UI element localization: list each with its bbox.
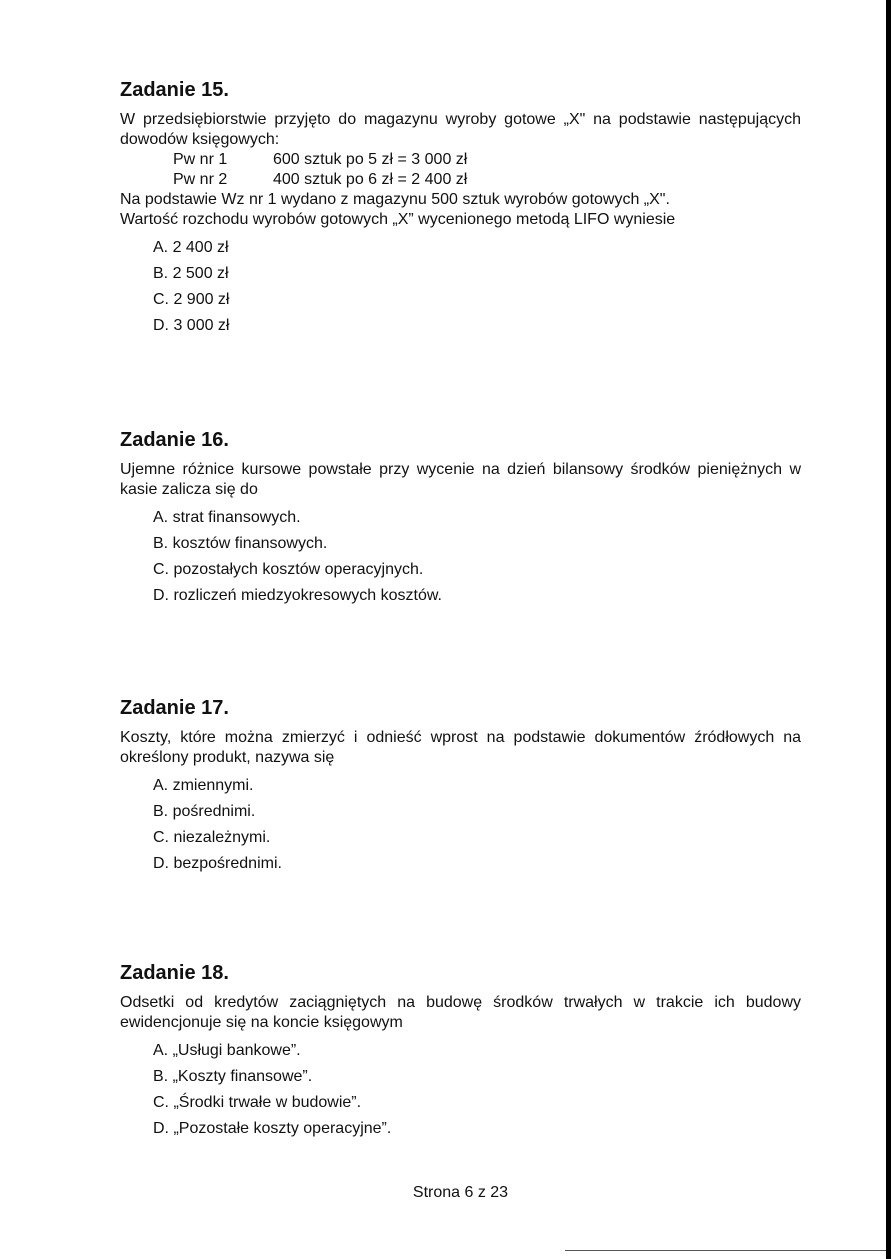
answer-option: D. rozliczeń miedzyokresowych kosztów. <box>153 587 442 604</box>
task-15-intro: W przedsiębiorstwie przyjęto do magazynu wyroby gotowe „X" na podstawie następujących dowodów księgowych: <box>120 111 801 148</box>
task-17-title: Zadanie 17. <box>120 697 229 719</box>
task-17-text: Koszty, które można zmierzyć i odnieść wprost na podstawie dokumentów źródłowych na określony produkt, nazywa się <box>120 729 801 766</box>
answer-option: A. 2 400 zł <box>153 239 229 256</box>
answer-option: C. 2 900 zł <box>153 291 230 308</box>
task-16-options <box>120 508 801 606</box>
ledger-entry: 400 sztuk po 6 zł = 2 400 zł <box>273 171 468 188</box>
answer-option: D. bezpośrednimi. <box>153 855 282 872</box>
answer-option: B. 2 500 zł <box>153 265 229 282</box>
task-16 <box>120 428 801 612</box>
answer-option: A. „Usługi bankowe”. <box>153 1042 301 1059</box>
bottom-rule <box>565 1250 886 1251</box>
task-17 <box>120 696 801 880</box>
ledger-entry: 600 sztuk po 5 zł = 3 000 zł <box>273 151 468 168</box>
ledger-row <box>120 150 801 170</box>
ledger-doc: Pw nr 2 <box>173 171 228 188</box>
answer-option: C. pozostałych kosztów operacyjnych. <box>153 561 424 578</box>
task-18-options <box>120 1041 801 1139</box>
task-15-issue-line: Na podstawie Wz nr 1 wydano z magazynu 500 sztuk wyrobów gotowych „X". <box>120 191 670 208</box>
answer-option: D. 3 000 zł <box>153 317 230 334</box>
answer-option: A. zmiennymi. <box>153 777 254 794</box>
task-18-title: Zadanie 18. <box>120 962 229 984</box>
answer-option: B. pośrednimi. <box>153 803 256 820</box>
answer-option: D. „Pozostałe koszty operacyjne”. <box>153 1120 392 1137</box>
answer-option: C. „Środki trwałe w budowie”. <box>153 1094 362 1111</box>
answer-option: C. niezależnymi. <box>153 829 271 846</box>
task-16-title: Zadanie 16. <box>120 429 229 451</box>
answer-option: B. „Koszty finansowe”. <box>153 1068 313 1085</box>
task-18-text: Odsetki od kredytów zaciągniętych na budowę środków trwałych w trakcie ich budowy ewidencjonuje się na koncie księgowym <box>120 994 801 1031</box>
scan-edge <box>886 0 891 1259</box>
task-17-options <box>120 776 801 874</box>
ledger-row <box>120 170 801 190</box>
answer-option: A. strat finansowych. <box>153 509 301 526</box>
task-15-question-line: Wartość rozchodu wyrobów gotowych „X” wycenionego metodą LIFO wyniesie <box>120 211 676 228</box>
task-15-options <box>120 238 801 336</box>
task-15-title: Zadanie 15. <box>120 79 229 101</box>
task-15 <box>120 78 801 342</box>
answer-option: B. kosztów finansowych. <box>153 535 328 552</box>
page-number: Strona 6 z 23 <box>412 1184 509 1201</box>
ledger-doc: Pw nr 1 <box>173 151 228 168</box>
task-18 <box>120 961 801 1145</box>
task-16-text: Ujemne różnice kursowe powstałe przy wycenie na dzień bilansowy środków pieniężnych w kasie zalicza się do <box>120 461 801 498</box>
